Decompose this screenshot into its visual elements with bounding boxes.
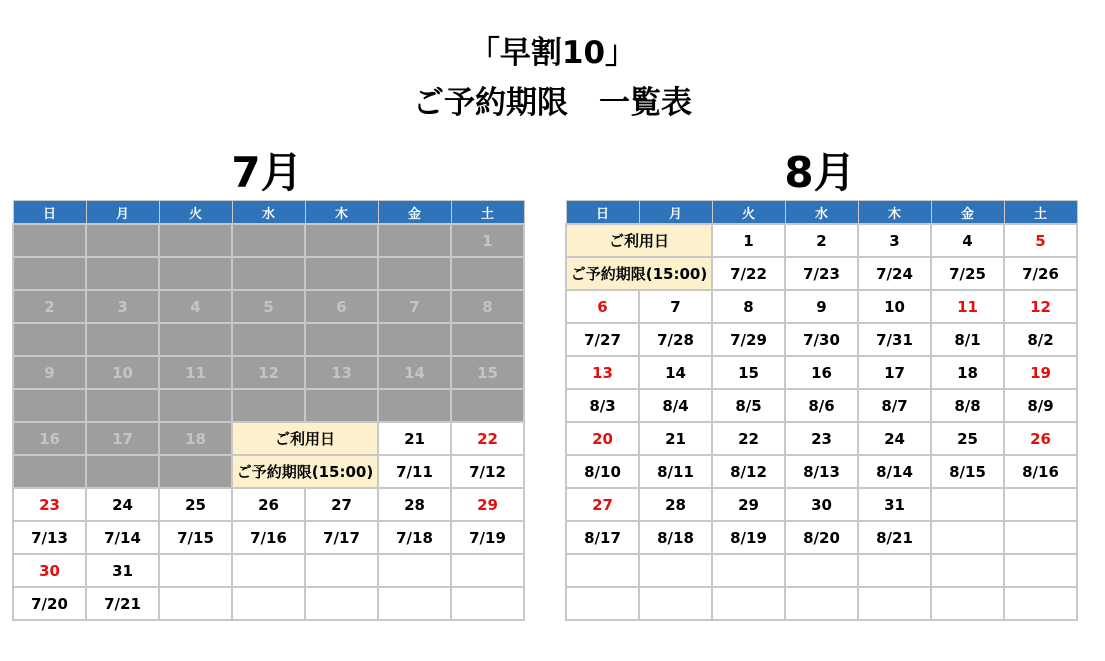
calendar-august (565, 200, 1078, 621)
deadline-cell: 7/17 (305, 521, 378, 554)
deadline-cell (378, 257, 451, 290)
booking-deadline-label: ご予約期限(15:00) (232, 455, 378, 488)
deadline-cell (86, 389, 159, 422)
day-cell: 18 (159, 422, 232, 455)
day-cell: 21 (639, 422, 712, 455)
day-cell (13, 224, 86, 257)
day-cell: 3 (86, 290, 159, 323)
day-cell: 13 (566, 356, 639, 389)
deadline-cell: 8/14 (858, 455, 931, 488)
day-cell: 9 (13, 356, 86, 389)
deadline-cell: 8/7 (858, 389, 931, 422)
day-cell: 15 (451, 356, 524, 389)
deadline-cell: 7/31 (858, 323, 931, 356)
deadline-cell (931, 587, 1004, 620)
deadline-cell (305, 323, 378, 356)
day-cell (931, 554, 1004, 587)
weekday-header: 日 (13, 201, 86, 225)
day-cell: 14 (639, 356, 712, 389)
day-cell: 28 (639, 488, 712, 521)
deadline-cell (858, 587, 931, 620)
deadline-cell (931, 521, 1004, 554)
day-cell (159, 554, 232, 587)
weekday-header: 木 (858, 201, 931, 225)
weekday-header: 水 (232, 201, 305, 225)
weekday-header: 月 (639, 201, 712, 225)
page-subtitle: ご予約期限 一覧表 (413, 85, 692, 121)
day-cell: 19 (1004, 356, 1077, 389)
day-cell: 22 (712, 422, 785, 455)
deadline-cell (305, 389, 378, 422)
day-cell: 20 (566, 422, 639, 455)
deadline-cell: 8/18 (639, 521, 712, 554)
day-cell: 12 (232, 356, 305, 389)
deadline-cell: 8/9 (1004, 389, 1077, 422)
deadline-cell: 8/8 (931, 389, 1004, 422)
day-cell: 1 (712, 224, 785, 257)
day-cell (159, 224, 232, 257)
day-cell: 2 (13, 290, 86, 323)
deadline-cell: 8/19 (712, 521, 785, 554)
weekday-header: 火 (159, 201, 232, 225)
deadline-cell (13, 323, 86, 356)
deadline-cell (159, 257, 232, 290)
day-cell: 17 (86, 422, 159, 455)
deadline-cell: 8/4 (639, 389, 712, 422)
day-cell: 24 (858, 422, 931, 455)
day-cell: 25 (931, 422, 1004, 455)
deadline-cell (378, 587, 451, 620)
day-cell: 24 (86, 488, 159, 521)
usage-date-label: ご利用日 (232, 422, 378, 455)
day-cell: 5 (232, 290, 305, 323)
day-cell (232, 224, 305, 257)
day-cell: 28 (378, 488, 451, 521)
day-cell: 1 (451, 224, 524, 257)
day-cell: 21 (378, 422, 451, 455)
deadline-cell (712, 587, 785, 620)
weekday-header: 土 (1004, 201, 1077, 225)
day-cell: 5 (1004, 224, 1077, 257)
day-cell: 17 (858, 356, 931, 389)
day-cell: 23 (13, 488, 86, 521)
day-cell: 3 (858, 224, 931, 257)
day-cell: 27 (566, 488, 639, 521)
weekday-header: 木 (305, 201, 378, 225)
deadline-cell: 7/28 (639, 323, 712, 356)
day-cell (1004, 488, 1077, 521)
day-cell (305, 554, 378, 587)
deadline-cell (566, 587, 639, 620)
day-cell: 13 (305, 356, 378, 389)
deadline-cell (451, 389, 524, 422)
day-cell (566, 554, 639, 587)
deadline-cell: 7/30 (785, 323, 858, 356)
deadline-cell (159, 455, 232, 488)
page-title: 「早割10」 (468, 35, 637, 71)
deadline-cell: 8/21 (858, 521, 931, 554)
day-cell: 22 (451, 422, 524, 455)
deadline-cell (159, 587, 232, 620)
deadline-cell: 8/1 (931, 323, 1004, 356)
deadline-cell (451, 587, 524, 620)
deadline-cell (86, 323, 159, 356)
deadline-cell: 8/15 (931, 455, 1004, 488)
day-cell: 18 (931, 356, 1004, 389)
deadline-cell: 7/22 (712, 257, 785, 290)
calendar-july (12, 200, 525, 621)
day-cell: 6 (566, 290, 639, 323)
day-cell: 29 (451, 488, 524, 521)
deadline-cell: 7/21 (86, 587, 159, 620)
deadline-cell: 7/18 (378, 521, 451, 554)
weekday-header: 日 (566, 201, 639, 225)
deadline-cell (159, 389, 232, 422)
deadline-cell (1004, 521, 1077, 554)
day-cell: 15 (712, 356, 785, 389)
deadline-cell (232, 389, 305, 422)
day-cell: 2 (785, 224, 858, 257)
deadline-cell (159, 323, 232, 356)
deadline-cell (305, 587, 378, 620)
day-cell: 6 (305, 290, 378, 323)
deadline-cell: 8/13 (785, 455, 858, 488)
day-cell (858, 554, 931, 587)
deadline-cell: 7/24 (858, 257, 931, 290)
weekday-header: 金 (931, 201, 1004, 225)
day-cell: 25 (159, 488, 232, 521)
deadline-cell: 7/27 (566, 323, 639, 356)
deadline-cell: 8/16 (1004, 455, 1077, 488)
day-cell: 4 (931, 224, 1004, 257)
day-cell (639, 554, 712, 587)
day-cell (1004, 554, 1077, 587)
deadline-cell (232, 587, 305, 620)
deadline-cell (378, 389, 451, 422)
deadline-cell: 8/17 (566, 521, 639, 554)
deadline-cell (1004, 587, 1077, 620)
deadline-cell (86, 455, 159, 488)
deadline-cell: 8/2 (1004, 323, 1077, 356)
deadline-cell (305, 257, 378, 290)
day-cell: 8 (451, 290, 524, 323)
deadline-cell: 7/25 (931, 257, 1004, 290)
day-cell (712, 554, 785, 587)
day-cell: 26 (232, 488, 305, 521)
deadline-cell: 8/3 (566, 389, 639, 422)
weekday-header: 金 (378, 201, 451, 225)
deadline-cell: 7/29 (712, 323, 785, 356)
day-cell (378, 554, 451, 587)
deadline-cell: 7/14 (86, 521, 159, 554)
day-cell (305, 224, 378, 257)
day-cell: 11 (159, 356, 232, 389)
deadline-cell: 8/6 (785, 389, 858, 422)
day-cell: 4 (159, 290, 232, 323)
deadline-cell: 7/13 (13, 521, 86, 554)
deadline-cell: 8/20 (785, 521, 858, 554)
day-cell: 29 (712, 488, 785, 521)
weekday-header: 火 (712, 201, 785, 225)
deadline-cell: 7/11 (378, 455, 451, 488)
deadline-cell: 8/10 (566, 455, 639, 488)
day-cell: 8 (712, 290, 785, 323)
deadline-cell: 7/19 (451, 521, 524, 554)
deadline-cell (232, 257, 305, 290)
day-cell: 23 (785, 422, 858, 455)
month-heading-july: 7月 (231, 148, 303, 197)
day-cell: 30 (13, 554, 86, 587)
day-cell: 30 (785, 488, 858, 521)
deadline-cell: 8/5 (712, 389, 785, 422)
deadline-cell: 7/26 (1004, 257, 1077, 290)
deadline-cell (13, 257, 86, 290)
day-cell: 7 (639, 290, 712, 323)
day-cell: 7 (378, 290, 451, 323)
day-cell (451, 554, 524, 587)
deadline-cell (451, 257, 524, 290)
day-cell: 31 (86, 554, 159, 587)
day-cell: 10 (86, 356, 159, 389)
day-cell (86, 224, 159, 257)
deadline-cell (451, 323, 524, 356)
deadline-cell: 7/16 (232, 521, 305, 554)
weekday-header: 月 (86, 201, 159, 225)
day-cell: 16 (785, 356, 858, 389)
day-cell: 26 (1004, 422, 1077, 455)
day-cell: 27 (305, 488, 378, 521)
month-heading-august: 8月 (784, 148, 856, 197)
day-cell: 9 (785, 290, 858, 323)
deadline-cell (378, 323, 451, 356)
deadline-cell (13, 455, 86, 488)
deadline-cell: 7/20 (13, 587, 86, 620)
deadline-cell: 7/15 (159, 521, 232, 554)
deadline-cell (13, 389, 86, 422)
deadline-cell (232, 323, 305, 356)
usage-date-label: ご利用日 (566, 224, 712, 257)
day-cell: 12 (1004, 290, 1077, 323)
deadline-cell: 7/12 (451, 455, 524, 488)
deadline-cell (86, 257, 159, 290)
deadline-cell: 8/11 (639, 455, 712, 488)
weekday-header: 水 (785, 201, 858, 225)
day-cell (931, 488, 1004, 521)
day-cell: 11 (931, 290, 1004, 323)
day-cell (785, 554, 858, 587)
day-cell: 31 (858, 488, 931, 521)
day-cell (378, 224, 451, 257)
deadline-cell: 7/23 (785, 257, 858, 290)
day-cell: 10 (858, 290, 931, 323)
day-cell: 14 (378, 356, 451, 389)
booking-deadline-label: ご予約期限(15:00) (566, 257, 712, 290)
deadline-cell: 8/12 (712, 455, 785, 488)
day-cell (232, 554, 305, 587)
day-cell: 16 (13, 422, 86, 455)
deadline-cell (785, 587, 858, 620)
weekday-header: 土 (451, 201, 524, 225)
deadline-cell (639, 587, 712, 620)
